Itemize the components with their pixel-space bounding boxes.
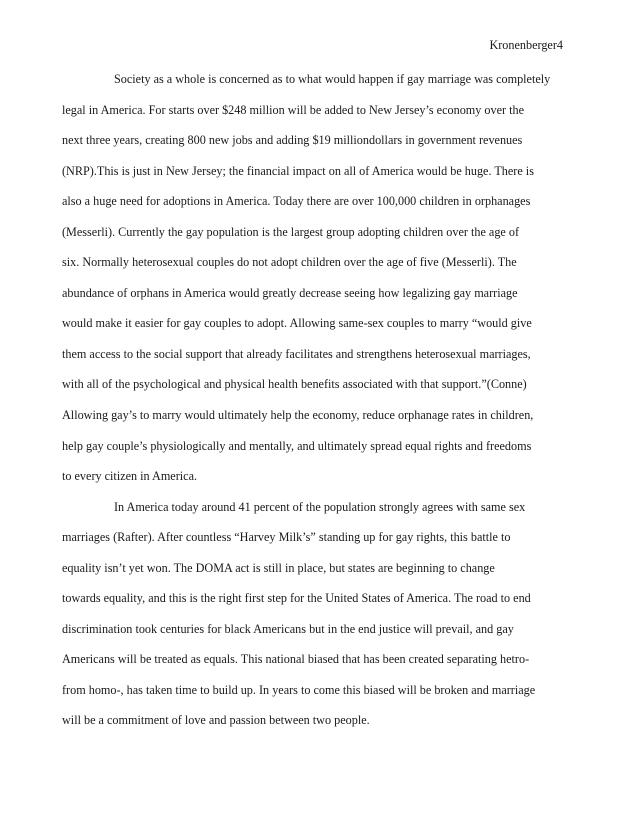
text-line: marriages (Rafter). After countless “Harvey Milk’s” standing up for gay rights, this battle to (62, 530, 511, 545)
body-text (62, 70, 582, 742)
text-line: towards equality, and this is the right first step for the United States of America. The road to end (62, 591, 531, 606)
text-line: abundance of orphans in America would greatly decrease seeing how legalizing gay marriage (62, 285, 518, 300)
text-line: from homo-, has taken time to build up. In years to come this biased will be broken and marriage (62, 682, 536, 697)
paragraph-1 (62, 70, 582, 498)
paragraph-2 (62, 498, 582, 742)
text-line: legal in America. For starts over $248 million will be added to New Jersey’s economy over the (62, 102, 524, 117)
text-line: also a huge need for adoptions in America. Today there are over 100,000 children in orphanages (62, 194, 531, 209)
text-line: (NRP).This is just in New Jersey; the financial impact on all of America would be huge. There is (62, 163, 534, 178)
text-line: (Messerli). Currently the gay population is the largest group adopting children over the age of (62, 224, 520, 239)
text-line: In America today around 41 percent of the population strongly agrees with same sex (114, 499, 526, 514)
text-line: Society as a whole is concerned as to what would happen if gay marriage was completely (114, 72, 551, 86)
text-line: six. Normally heterosexual couples do not adopt children over the age of five (Messerli). The (62, 255, 517, 270)
text-line: equality isn’t yet won. The DOMA act is still in place, but states are beginning to change (62, 560, 495, 575)
text-line: help gay couple’s physiologically and mentally, and ultimately spread equal rights and freedoms (62, 438, 532, 453)
text-line: to every citizen in America. (62, 469, 198, 484)
text-line: will be a commitment of love and passion between two people. (62, 713, 370, 728)
text-line: Allowing gay’s to marry would ultimately help the economy, reduce orphanage rates in children, (62, 408, 534, 423)
text-line: them access to the social support that already facilitates and strengthens heterosexual marriages, (62, 346, 531, 361)
text-line: next three years, creating 800 new jobs and adding $19 milliondollars in government revenues (62, 133, 523, 148)
text-line: discrimination took centuries for black Americans but in the end justice will prevail, and gay (62, 621, 514, 636)
running-head: Kronenberger4 (489, 38, 563, 52)
text-line: Americans will be treated as equals. This national biased that has been created separating hetro- (62, 652, 530, 667)
text-line: would make it easier for gay couples to adopt. Allowing same-sex couples to marry “would give (62, 316, 532, 331)
text-line: with all of the psychological and physical health benefits associated with that support.”(Conne) (62, 377, 527, 392)
